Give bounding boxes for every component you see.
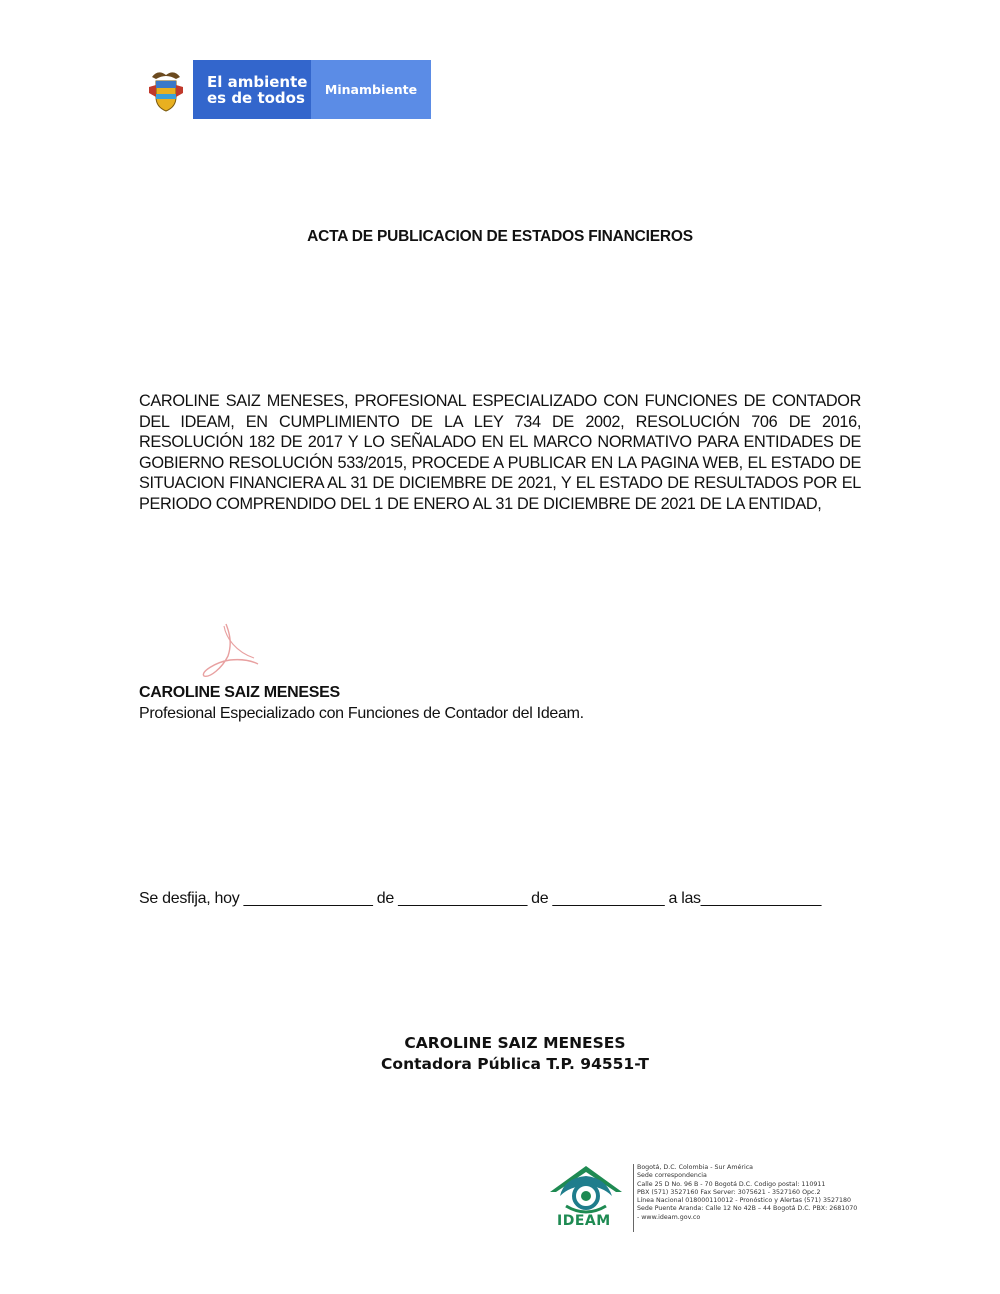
contact-line: Sede Puente Aranda: Calle 12 No 42B – 44 Bogotá D.C. PBX: 2681070 [637,1205,858,1213]
signature-mark-icon [196,622,262,687]
unposting-line: Se desfija, hoy _______________ de _______________ de _____________ a las______________ [139,890,822,907]
ministry-label: Minambiente [311,60,431,119]
slogan-line-2: es de todos [207,88,305,107]
slogan-line-1: El ambiente [207,72,308,91]
document-title: ACTA DE PUBLICACION DE ESTADOS FINANCIEROS [307,228,693,245]
contact-line: Calle 25 D No. 96 B - 70 Bogotá D.C. Codigo postal: 110911 [637,1180,826,1188]
contact-line: Bogotá, D.C. Colombia - Sur América [637,1164,754,1171]
signer-name: CAROLINE SAIZ MENESES [139,684,340,701]
contact-line: - www.ideam.gov.co [637,1213,701,1221]
document-body: CAROLINE SAIZ MENESES, PROFESIONAL ESPECIALIZADO CON FUNCIONES DE CONTADOR DEL IDEAM, EN CUMPLIMIENTO DE LA LEY 734 DE 2002, RESOLUCIÓN 706 DE 2016, RESOLUCIÓN 182 DE 2017 Y LO SEÑALADO EN EL MARCO NORMATIVO PARA ENTIDADES DE GOBIERNO RESOLUCIÓN 533/2015, PROCEDE A PUBLICAR EN LA PAGINA WEB, EL ESTADO DE SITUACION FINANCIERA AL 31 DE DICIEMBRE DE 2021, Y EL ESTADO DE RESULTADOS POR EL PERIODO COMPRENDIDO DEL 1 DE ENERO AL 31 DE DICIEMBRE DE 2021 DE LA ENTIDAD, [139,392,861,513]
ideam-brand-text: IDEAM [557,1213,611,1229]
contact-line: Sede correspondencia [637,1172,707,1180]
closing-title: Contadora Pública T.P. 94551-T [381,1055,649,1073]
footer-divider [633,1164,634,1232]
closing-signature-block [0,1033,1000,1075]
coat-of-arms-icon [139,60,193,119]
contact-line: Línea Nacional 018000110012 - Pronóstico y Alertas (571) 3527180 [637,1197,852,1205]
slogan-block [139,60,311,119]
signer-role: Profesional Especializado con Funciones de Contador del Ideam. [139,705,584,722]
footer-contact [637,1164,857,1222]
contact-line: PBX (571) 3527160 Fax Server: 3075621 - 3527160 Opc.2 [637,1188,821,1196]
government-logo-banner [139,60,431,119]
closing-name: CAROLINE SAIZ MENESES [404,1034,626,1052]
slogan-text [207,74,307,106]
